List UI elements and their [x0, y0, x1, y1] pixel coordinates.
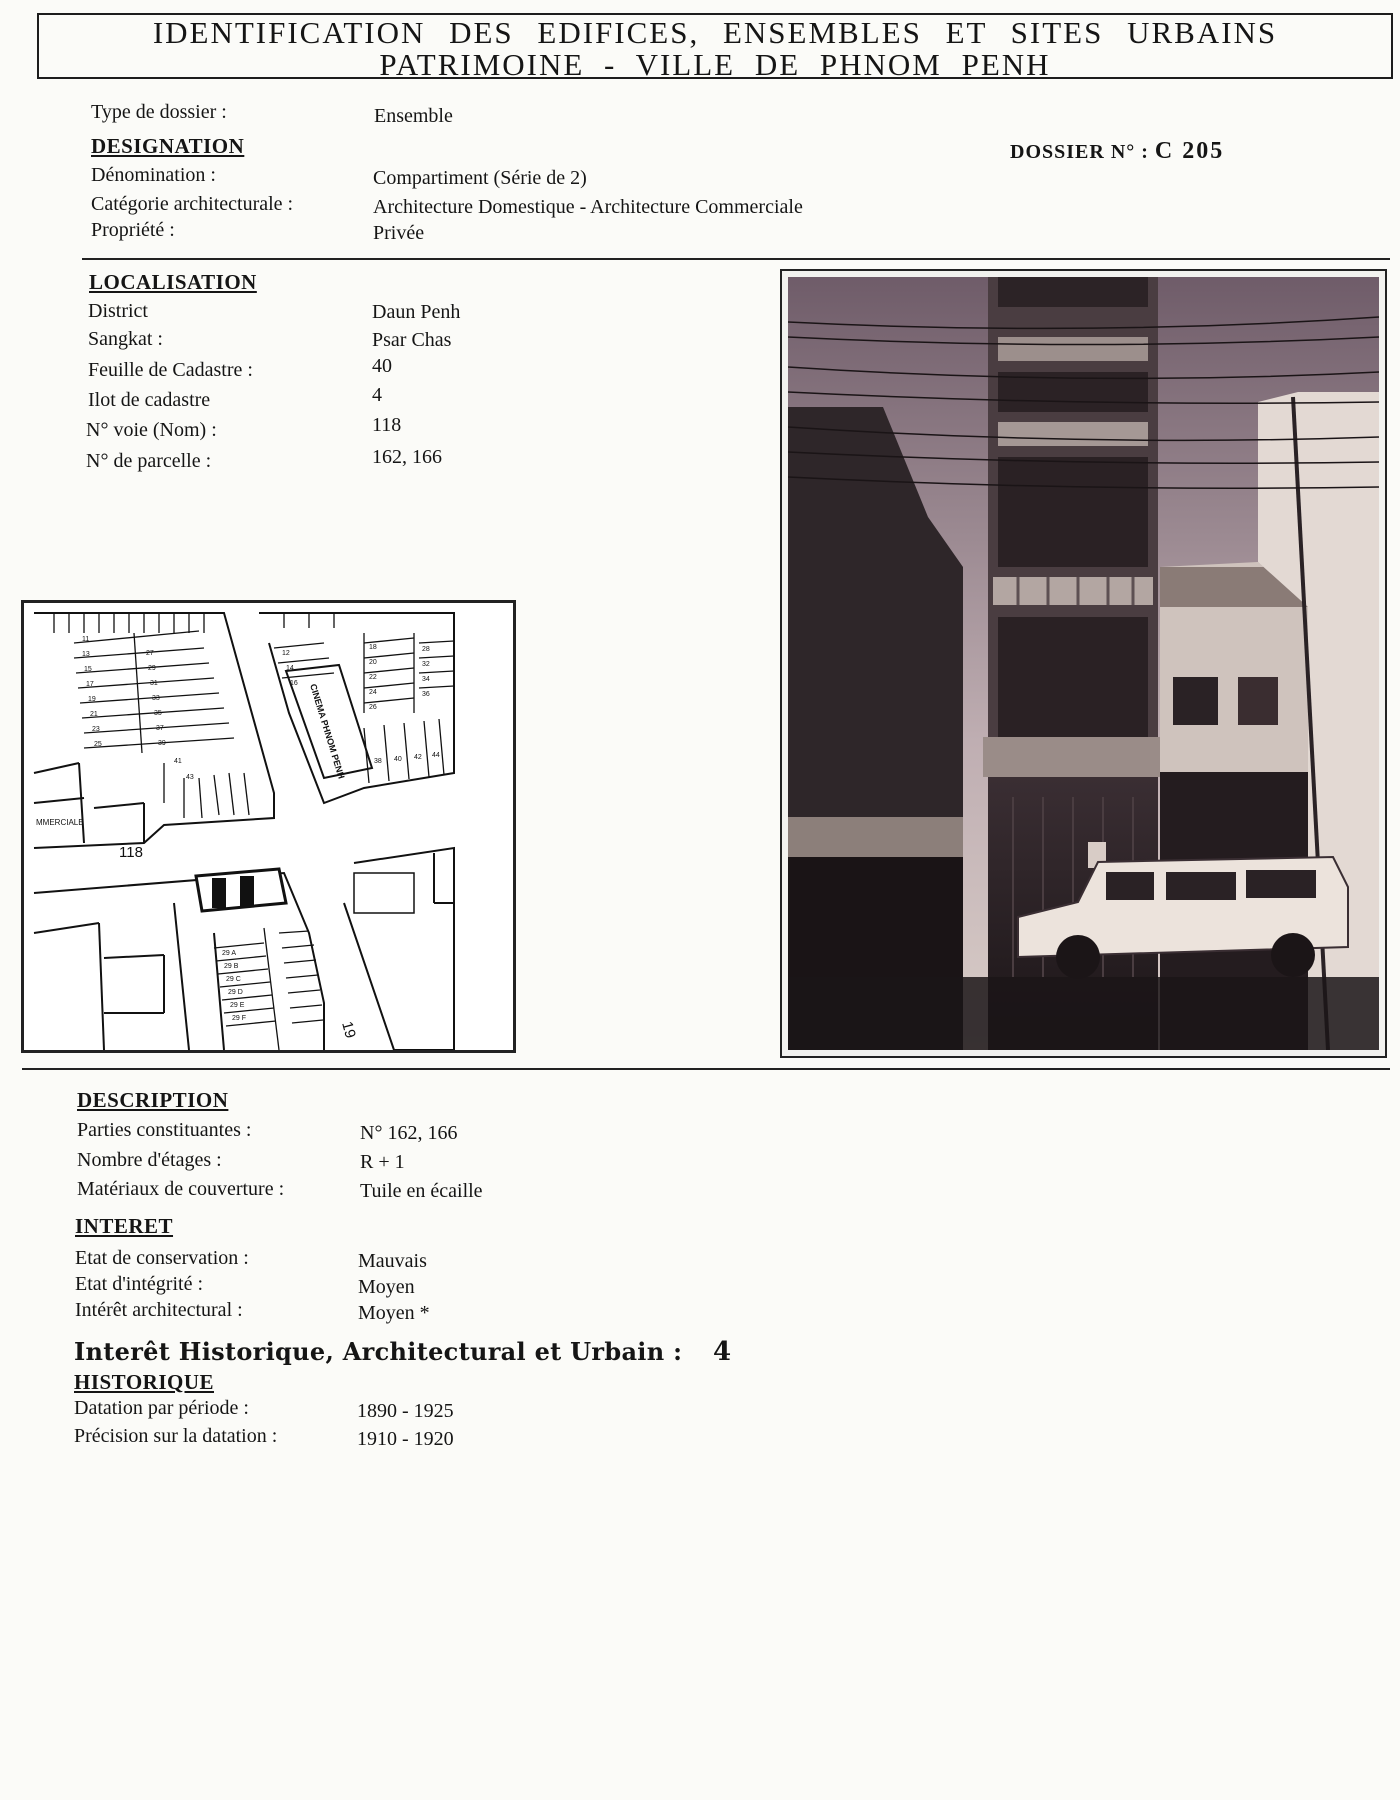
historique-title: HISTORIQUE — [74, 1370, 214, 1394]
parcel-number: 43 — [186, 774, 194, 781]
parcel-number: 44 — [432, 752, 440, 759]
dossier-number — [1010, 138, 1224, 165]
description-title: DESCRIPTION — [77, 1088, 229, 1112]
parcel-number: 29 D — [228, 989, 243, 996]
localisation-title: LOCALISATION — [89, 270, 257, 294]
localisation-value: 118 — [372, 414, 402, 436]
map-street-label: 118 — [119, 844, 143, 861]
localisation-label: District — [88, 300, 148, 322]
map-street-label-2: 19 — [338, 1019, 359, 1041]
localisation-label: N° de parcelle : — [86, 450, 212, 472]
parcel-number: 11 — [82, 636, 90, 643]
highlighted-parcel — [240, 876, 254, 906]
section-divider — [82, 258, 1390, 260]
parcel-number: 17 — [86, 681, 94, 688]
parcel-number: 21 — [90, 711, 98, 718]
interet-value: Moyen * — [358, 1302, 430, 1324]
interet-value: Moyen — [358, 1276, 415, 1298]
parcel-number: 29 — [148, 665, 156, 672]
type-dossier-label: Type de dossier : — [91, 101, 227, 123]
parcel-number: 14 — [286, 665, 294, 672]
type-dossier-value: Ensemble — [374, 105, 453, 127]
parcel-number: 29 B — [224, 963, 239, 970]
parcel-number: 20 — [369, 659, 377, 666]
parcel-number: 38 — [374, 758, 382, 765]
designation-value: Compartiment (Série de 2) — [373, 167, 587, 189]
interet-label: Etat d'intégrité : — [75, 1273, 204, 1295]
parcel-number: 37 — [156, 725, 164, 732]
interet-global-label: Interêt Historique, Architectural et Urbain : — [74, 1337, 683, 1366]
parcel-number: 42 — [414, 754, 422, 761]
building-photo-image — [788, 277, 1379, 1050]
parcel-number: 27 — [146, 650, 154, 657]
parcel-number: 32 — [422, 661, 430, 668]
description-value: Tuile en écaille — [360, 1180, 483, 1202]
parcel-number: 22 — [369, 674, 377, 681]
interet-global-score — [74, 1337, 731, 1367]
parcel-number: 15 — [84, 666, 92, 673]
designation-label: Dénomination : — [91, 164, 216, 186]
map-cinema-label: CINEMA PHNOM PENH — [308, 682, 347, 780]
designation-label: Propriété : — [91, 219, 175, 241]
description-label: Matériaux de couverture : — [77, 1178, 285, 1200]
parcel-number: 35 — [154, 710, 162, 717]
parcel-number: 29 A — [222, 950, 237, 957]
historique-label: Précision sur la datation : — [74, 1425, 278, 1447]
historique-label: Datation par période : — [74, 1397, 249, 1419]
map-left-label: MMERCIALE — [36, 818, 84, 827]
localisation-value: 40 — [372, 355, 392, 377]
parcel-number: 33 — [152, 695, 160, 702]
localisation-label: N° voie (Nom) : — [86, 419, 217, 441]
description-label: Nombre d'étages : — [77, 1149, 222, 1171]
parcel-number: 31 — [150, 680, 158, 687]
parcel-number: 23 — [92, 726, 100, 733]
dossier-label: DOSSIER N° : — [1010, 141, 1149, 163]
parcel-number: 26 — [369, 704, 377, 711]
parcel-number: 36 — [422, 691, 430, 698]
localisation-label: Feuille de Cadastre : — [88, 359, 253, 381]
description-value: R + 1 — [360, 1151, 405, 1173]
parcel-number: 39 — [158, 740, 166, 747]
building-photo — [780, 269, 1387, 1058]
parcel-number: 34 — [422, 676, 430, 683]
section-divider — [22, 1068, 1390, 1070]
localisation-label: Ilot de cadastre — [88, 389, 211, 411]
historique-value: 1890 - 1925 — [357, 1400, 454, 1422]
header-line-2: PATRIMOINE - VILLE DE PHNOM PENH — [379, 47, 1051, 82]
interet-label: Etat de conservation : — [75, 1247, 249, 1269]
localisation-value: 4 — [372, 384, 382, 406]
parcel-number: 18 — [369, 644, 377, 651]
interet-value: Mauvais — [358, 1250, 427, 1272]
interet-global-value: 4 — [712, 1337, 732, 1367]
localisation-value: Psar Chas — [372, 329, 452, 351]
interet-title: INTERET — [75, 1214, 174, 1238]
dossier-value: C 205 — [1154, 138, 1225, 164]
parcel-number: 28 — [422, 646, 430, 653]
parcel-number: 41 — [174, 758, 182, 765]
designation-label: Catégorie architecturale : — [91, 193, 294, 215]
historique-value: 1910 - 1920 — [357, 1428, 454, 1450]
highlighted-parcel — [212, 878, 226, 908]
document-header — [37, 13, 1393, 82]
localisation-value: 162, 166 — [372, 446, 442, 468]
parcel-number: 40 — [394, 756, 402, 763]
parcel-number: 25 — [94, 741, 102, 748]
cadastre-map-drawing — [24, 603, 513, 1050]
parcel-number: 16 — [290, 680, 298, 687]
parcel-number: 29 C — [226, 976, 241, 983]
designation-title: DESIGNATION — [91, 134, 245, 158]
designation-value: Privée — [373, 222, 425, 244]
parcel-number: 29 E — [230, 1002, 245, 1009]
description-label: Parties constituantes : — [77, 1119, 252, 1141]
parcel-number: 12 — [282, 650, 290, 657]
parcel-number: 24 — [369, 689, 377, 696]
localisation-value: Daun Penh — [372, 301, 461, 323]
parcel-number: 29 F — [232, 1015, 247, 1022]
description-value: N° 162, 166 — [360, 1122, 458, 1144]
designation-value: Architecture Domestique - Architecture Commerciale — [373, 196, 803, 218]
parcel-number: 13 — [82, 651, 90, 658]
localisation-label: Sangkat : — [88, 328, 163, 350]
cadastre-map — [21, 600, 516, 1053]
header-line-1: IDENTIFICATION DES EDIFICES, ENSEMBLES ET SITES URBAINS — [152, 15, 1278, 50]
parcel-number: 19 — [88, 696, 96, 703]
interet-label: Intérêt architectural : — [75, 1299, 243, 1321]
